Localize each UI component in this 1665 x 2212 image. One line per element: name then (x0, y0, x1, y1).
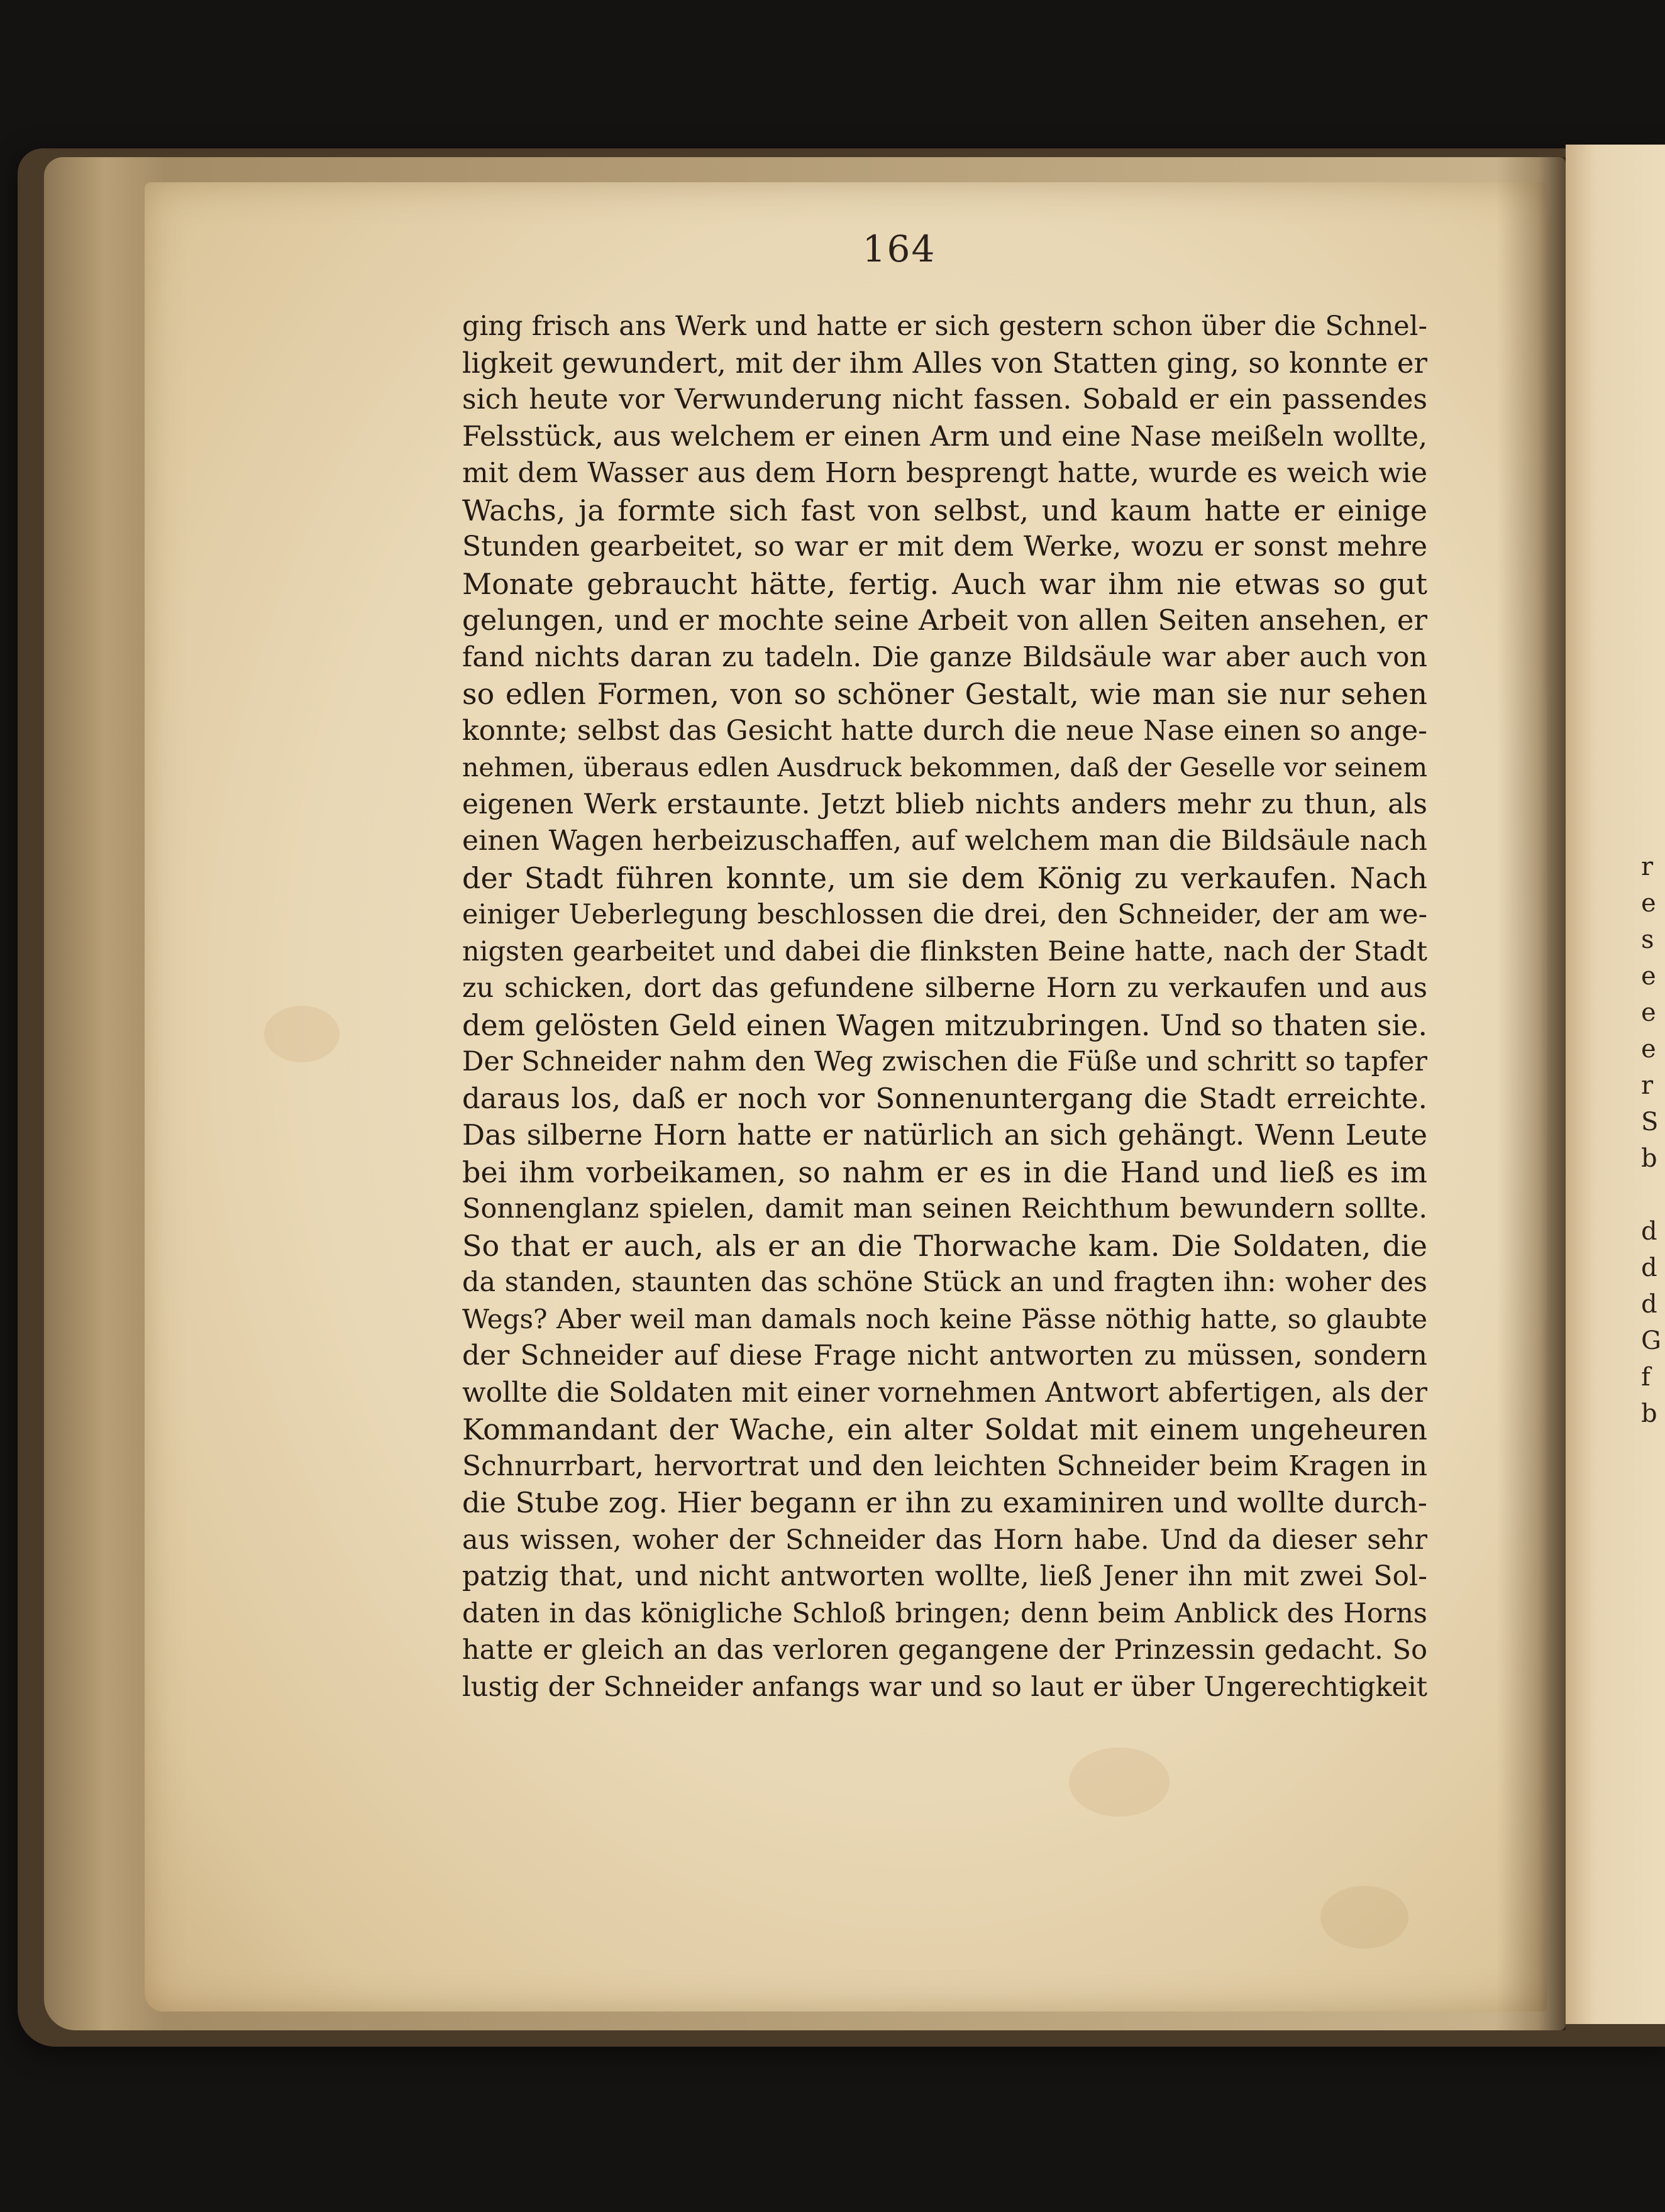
text-line: mit dem Wasser aus dem Horn besprengt hatte, wurde es weich wie (462, 457, 1427, 489)
text-line: Felsstück, aus welchem er einen Arm und eine Nase meißeln wollte, (462, 420, 1427, 453)
text-line: eigenen Werk erstaunte. Jetzt blieb nichts anders mehr zu thun, als (462, 788, 1427, 820)
text-line: nehmen, überaus edlen Ausdruck bekommen, daß der Geselle vor seinem (462, 752, 1427, 783)
text-line: zu schicken, dort das gefundene silberne Horn zu verkaufen und aus (462, 972, 1427, 1004)
text-line: Der Schneider nahm den Weg zwischen die Füße und schritt so tapfer (462, 1046, 1427, 1077)
page-number: 164 (862, 228, 936, 270)
facing-letter: d (1641, 1217, 1657, 1246)
text-line: hatte er gleich an das verloren gegangene der Prinzessin gedacht. So (462, 1634, 1427, 1666)
facing-letter: e (1641, 962, 1656, 991)
facing-letter: b (1641, 1144, 1657, 1173)
text-line: dem gelösten Geld einen Wagen mitzubringen. Und so thaten sie. (462, 1008, 1427, 1042)
text-line: einiger Ueberlegung beschlossen die drei, den Schneider, der am we- (462, 899, 1427, 930)
text-line: Das silberne Horn hatte er natürlich an sich gehängt. Wenn Leute (462, 1118, 1427, 1152)
text-line: patzig that, und nicht antworten wollte, ließ Jener ihn mit zwei Sol- (462, 1560, 1427, 1592)
facing-letter: s (1641, 925, 1654, 954)
facing-letter: G (1641, 1326, 1661, 1355)
text-line: Sonnenglanz spielen, damit man seinen Reichthum bewundern sollte. (462, 1193, 1427, 1224)
text-line: nigsten gearbeitet und dabei die flinksten Beine hatte, nach der Stadt (462, 935, 1427, 967)
facing-letter: r (1641, 852, 1654, 881)
text-line: der Stadt führen konnte, um sie dem König zu verkaufen. Nach (462, 861, 1427, 895)
text-line: sich heute vor Verwunderung nicht fassen. Sobald er ein passendes (462, 383, 1427, 415)
text-line: bei ihm vorbeikamen, so nahm er es in die Hand und ließ es im (462, 1155, 1427, 1189)
facing-letter: r (1641, 1071, 1654, 1100)
foxing-stain (264, 1006, 340, 1062)
facing-page-letters (1641, 849, 1665, 1432)
text-line: aus wissen, woher der Schneider das Horn habe. Und da dieser sehr (462, 1524, 1427, 1556)
text-line: Stunden gearbeitet, so war er mit dem Werke, wozu er sonst mehre (462, 531, 1427, 563)
facing-letter: S (1641, 1108, 1659, 1136)
text-line: ging frisch ans Werk und hatte er sich gestern schon über die Schnel- (462, 311, 1427, 342)
facing-letter: e (1641, 889, 1656, 918)
facing-letter: d (1641, 1253, 1657, 1282)
facing-letter: b (1641, 1399, 1657, 1428)
text-line: einen Wagen herbeizuschaffen, auf welchem man die Bildsäule nach (462, 825, 1427, 857)
text-line: so edlen Formen, von so schöner Gestalt, wie man sie nur sehen (462, 677, 1427, 711)
text-line: Kommandant der Wache, ein alter Soldat mit einem ungeheuren (462, 1412, 1427, 1446)
text-line: So that er auch, als er an die Thorwache kam. Die Soldaten, die (462, 1228, 1427, 1263)
foxing-stain (1069, 1747, 1170, 1817)
text-line: fand nichts daran zu tadeln. Die ganze Bildsäule war aber auch von (462, 641, 1427, 673)
text-line: da standen, staunten das schöne Stück an und fragten ihn: woher des (462, 1267, 1427, 1298)
page-gutter (1496, 157, 1566, 2030)
text-line: Wachs, ja formte sich fast von selbst, und kaum hatte er einige (462, 493, 1427, 527)
text-line: lustig der Schneider anfangs war und so laut er über Ungerechtigkeit (462, 1671, 1427, 1703)
facing-letter (1641, 1177, 1665, 1213)
text-line: konnte; selbst das Gesicht hatte durch die neue Nase einen so ange- (462, 714, 1427, 747)
facing-letter: e (1641, 1035, 1656, 1064)
text-line: daten in das königliche Schloß bringen; denn beim Anblick des Horns (462, 1597, 1427, 1629)
text-line: der Schneider auf diese Frage nicht antworten zu müssen, sondern (462, 1340, 1427, 1372)
text-line: daraus los, daß er noch vor Sonnenuntergang die Stadt erreichte. (462, 1081, 1427, 1115)
text-line: Monate gebraucht hätte, fertig. Auch war ihm nie etwas so gut (462, 566, 1427, 601)
facing-letter: e (1641, 998, 1656, 1027)
body-text (462, 308, 1427, 1705)
text-line: Wegs? Aber weil man damals noch keine Pässe nöthig hatte, so glaubte (462, 1303, 1427, 1334)
text-line: Schnurrbart, hervortrat und den leichten Schneider beim Kragen in (462, 1450, 1427, 1482)
text-line: wollte die Soldaten mit einer vornehmen Antwort abfertigen, als der (462, 1376, 1427, 1409)
text-line: gelungen, und er mochte seine Arbeit von allen Seiten ansehen, er (462, 603, 1427, 637)
facing-letter: d (1641, 1290, 1657, 1319)
foxing-stain (1320, 1886, 1408, 1949)
text-line: ligkeit gewundert, mit der ihm Alles von Statten ging, so konnte er (462, 346, 1427, 380)
text-line: die Stube zog. Hier begann er ihn zu examiniren und wollte durch- (462, 1486, 1427, 1519)
facing-letter: f (1641, 1363, 1651, 1392)
